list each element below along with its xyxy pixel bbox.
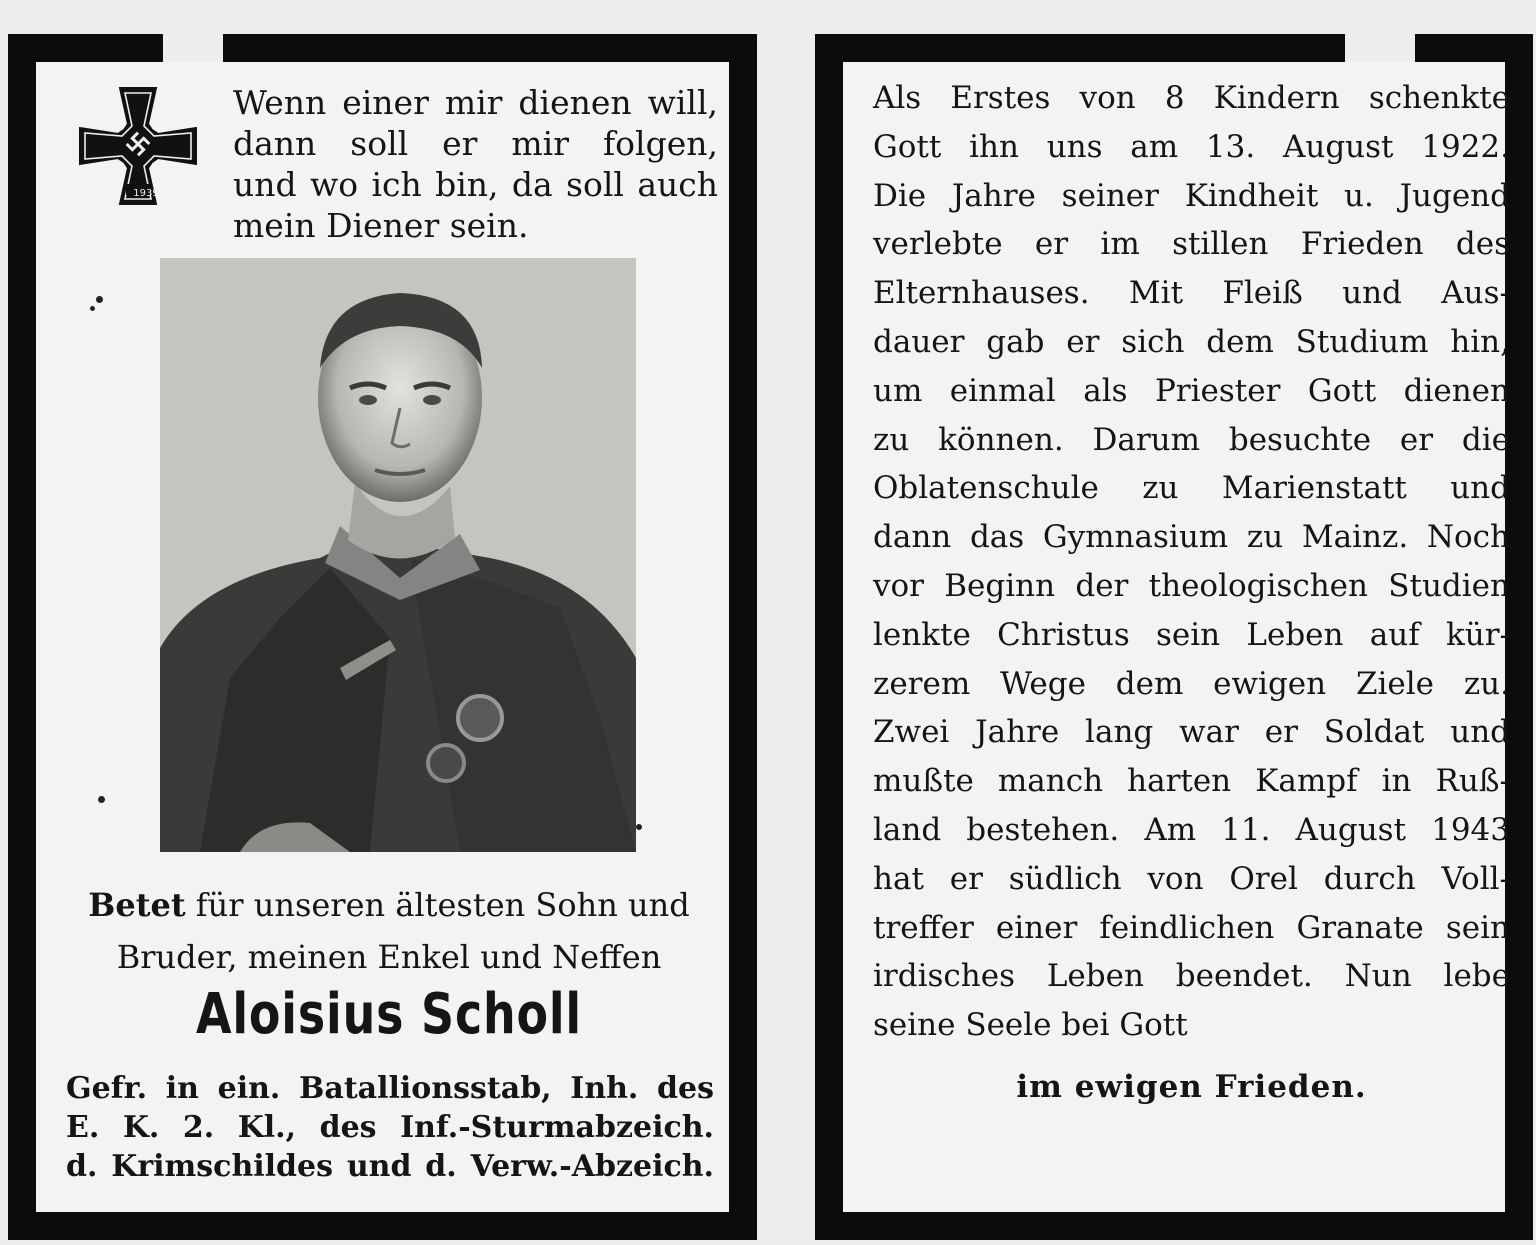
bio-line: seine Seele bei Gott [873, 1007, 1188, 1044]
right-card [815, 34, 1533, 1240]
verse-line: und wo ich bin, da soll auch [233, 165, 718, 204]
bio-line: vor Beginn der theologischen Studien [873, 567, 1510, 604]
bio-line: Oblatenschule zu Marienstatt und [873, 470, 1510, 507]
rank-line: Gefr. in ein. Batallionsstab, Inh. des [66, 1071, 714, 1106]
deceased-name: Aloisius Scholl [196, 982, 582, 1047]
bio-line: land bestehen. Am 11. August 1943 [873, 811, 1510, 848]
ink-speck [636, 824, 642, 830]
pray-line-2: Bruder, meinen Enkel und Neffen [116, 938, 662, 976]
bio-line: verlebte er im stillen Frieden des [873, 226, 1510, 263]
bio-line: Die Jahre seiner Kindheit u. Jugend [873, 177, 1510, 214]
left-card [8, 34, 757, 1240]
bio-line: Elternhauses. Mit Fleiß und Aus- [873, 275, 1510, 312]
right-card-notch [1345, 34, 1415, 62]
bio-line: mußte manch harten Kampf in Ruß- [873, 763, 1510, 800]
closing-line: im ewigen Frieden. [1016, 1069, 1367, 1105]
bio-line: Als Erstes von 8 Kindern schenkte [873, 80, 1510, 116]
bio-line: Gott ihn uns am 13. August 1922. [873, 128, 1510, 165]
bio-line: treffer einer feindlichen Granate sein [873, 909, 1510, 946]
bio-line: dann das Gymnasium zu Mainz. Noch [873, 519, 1510, 556]
rank-line: d. Krimschildes und d. Verw.-Abzeich. [66, 1149, 714, 1184]
verse-line: dann soll er mir folgen, [233, 124, 718, 163]
prayer-request [66, 879, 712, 983]
bio-line: irdisches Leben beendet. Nun lebe [873, 958, 1510, 995]
left-card-notch [163, 34, 223, 62]
bio-line: zerem Wege dem ewigen Ziele zu. [873, 665, 1510, 702]
bio-line: Zwei Jahre lang war er Soldat und [873, 714, 1510, 751]
pray-bold-word: Betet [88, 886, 186, 924]
bio-line: hat er südlich von Orel durch Voll- [873, 860, 1510, 897]
ink-speck [90, 306, 95, 311]
rank-and-decorations [66, 1069, 714, 1186]
soldier-portrait-photo [160, 258, 636, 852]
bible-verse [233, 82, 718, 246]
ink-speck [98, 796, 105, 803]
verse-line: mein Diener sein. [233, 206, 529, 245]
verse-line: Wenn einer mir dienen will, [233, 83, 718, 122]
biography-text [873, 74, 1510, 1050]
pray-line-1: für unseren ältesten Sohn und [195, 886, 690, 924]
bio-line: dauer gab er sich dem Studium hin, [873, 323, 1510, 360]
rank-line: E. K. 2. Kl., des Inf.-Sturmabzeich. [66, 1110, 714, 1145]
bio-line: lenkte Christus sein Leben auf kür- [873, 616, 1510, 653]
bio-line: um einmal als Priester Gott dienen [873, 372, 1510, 409]
ink-speck [96, 296, 103, 303]
cross-year-label [126, 184, 166, 200]
bio-line: zu können. Darum besuchte er die [873, 421, 1510, 458]
svg-text:1939: 1939 [133, 188, 159, 199]
